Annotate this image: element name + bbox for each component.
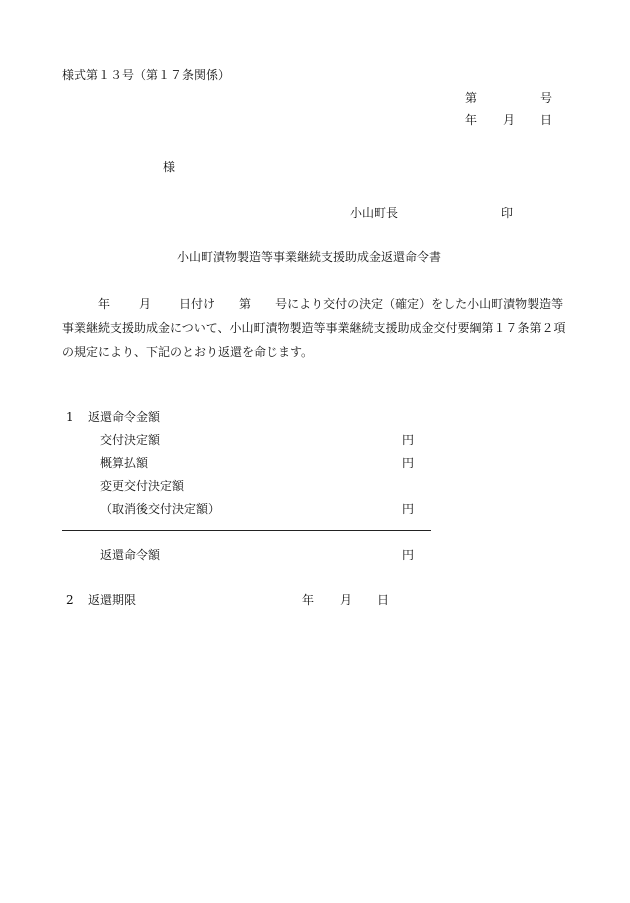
- item-label: 概算払額: [100, 456, 149, 470]
- section1-heading: 返還命令金額: [88, 410, 161, 424]
- deadline-month: 月: [340, 593, 353, 607]
- deadline-day: 日: [377, 593, 390, 607]
- addressee-suffix: 様: [163, 160, 176, 174]
- issuer-title: 小山町長: [350, 206, 399, 220]
- deadline-year: 年: [302, 593, 315, 607]
- document-number-suffix: 号: [540, 91, 553, 105]
- item-unit: 円: [402, 433, 415, 447]
- total-unit: 円: [402, 548, 415, 562]
- item-label: 変更交付決定額: [100, 479, 185, 493]
- body-day-dated: 日付け: [179, 297, 216, 311]
- date-day: 日: [540, 113, 553, 127]
- item-label: （取消後交付決定額）: [100, 502, 221, 516]
- form-number: 様式第１３号（第１７条関係）: [62, 68, 231, 82]
- body-number-prefix: 第: [239, 297, 252, 311]
- body-month: 月: [139, 297, 152, 311]
- section1-number: 1: [66, 410, 74, 424]
- total-label: 返還命令額: [100, 548, 161, 562]
- item-unit: 円: [402, 502, 415, 516]
- body-paragraph: [62, 292, 574, 364]
- section2-number: 2: [66, 593, 74, 607]
- seal-mark: 印: [501, 206, 514, 220]
- date-year: 年: [465, 113, 478, 127]
- body-year: 年: [98, 297, 111, 311]
- item-unit: 円: [402, 456, 415, 470]
- section2-heading: 返還期限: [88, 593, 137, 607]
- document-number-prefix: 第: [465, 91, 478, 105]
- body-text: 号により交付の決定（確定）をした小山町漬物製造等事業継続支援助成金について、小山町漬物製造等事業継続支援助成金交付要綱第１７条第２項の規定により、下記のとおり返還を命じます。: [62, 297, 566, 359]
- document-title: 小山町漬物製造等事業継続支援助成金返還命令書: [177, 250, 442, 264]
- item-label: 交付決定額: [100, 433, 161, 447]
- total-divider: [62, 530, 431, 531]
- date-month: 月: [503, 113, 516, 127]
